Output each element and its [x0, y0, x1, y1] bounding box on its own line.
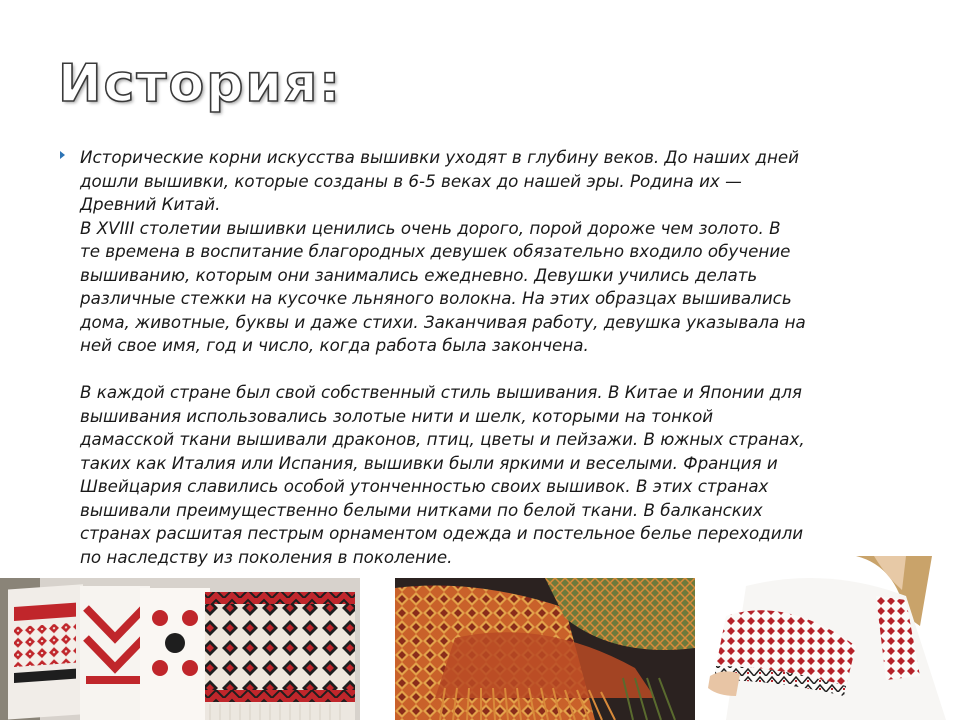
text-line: дамасской ткани вышивали драконов, птиц, цветы и пейзажи. В южных странах,: [80, 429, 805, 449]
text-line: дома, животные, буквы и даже стихи. Заканчивая работу, девушка указывала на: [80, 311, 806, 332]
woven-shawl-photo: [395, 578, 695, 720]
embroidered-towels-photo: [0, 578, 360, 720]
text-line: различные стежки на кусочке льняного волокна. На этих образцах вышивались: [80, 288, 792, 308]
scrollbar[interactable]: [950, 0, 960, 720]
bullet-arrow-icon: [60, 151, 65, 159]
text-line: вышивания использовались золотые нити и шелк, которыми на тонкой: [80, 405, 714, 426]
text-line: Древний Китай.: [80, 194, 221, 214]
text-line: странах расшитая пестрым орнаментом одежда и постельное белье переходили: [80, 523, 804, 543]
text-line: Швейцария славились особой утонченностью своих вышивок. В этих странах: [80, 476, 769, 496]
text-line: по наследству из поколения в поколение.: [80, 546, 453, 567]
text-line: те времена в воспитание благородных девушек обязательно входило обучение: [80, 241, 791, 261]
text-line: вышивали преимущественно белыми нитками по белой ткани. В балканских: [80, 499, 763, 520]
body-text: [80, 146, 920, 569]
text-line: В каждой стране был свой собственный стиль вышивания. В Китае и Японии для: [80, 382, 802, 402]
slide-title: История:: [58, 54, 343, 114]
text-line: Исторические корни искусства вышивки уходят в глубину веков. До наших дней: [80, 147, 799, 167]
text-line: вышиванию, которым они занимались ежедневно. Девушки учились делать: [80, 264, 758, 285]
embroidered-shirt-photo: [706, 556, 960, 720]
paragraph-gap: [80, 358, 920, 382]
text-line: ней свое имя, год и число, когда работа была закончена.: [80, 335, 589, 355]
text-line: дошли вышивки, которые созданы в 6-5 веках до нашей эры. Родина их —: [80, 170, 742, 191]
text-line: таких как Италия или Испания, вышивки были яркими и веселыми. Франция и: [80, 452, 778, 473]
text-line: В XVIII столетии вышивки ценились очень дорого, порой дороже чем золото. В: [80, 217, 781, 238]
